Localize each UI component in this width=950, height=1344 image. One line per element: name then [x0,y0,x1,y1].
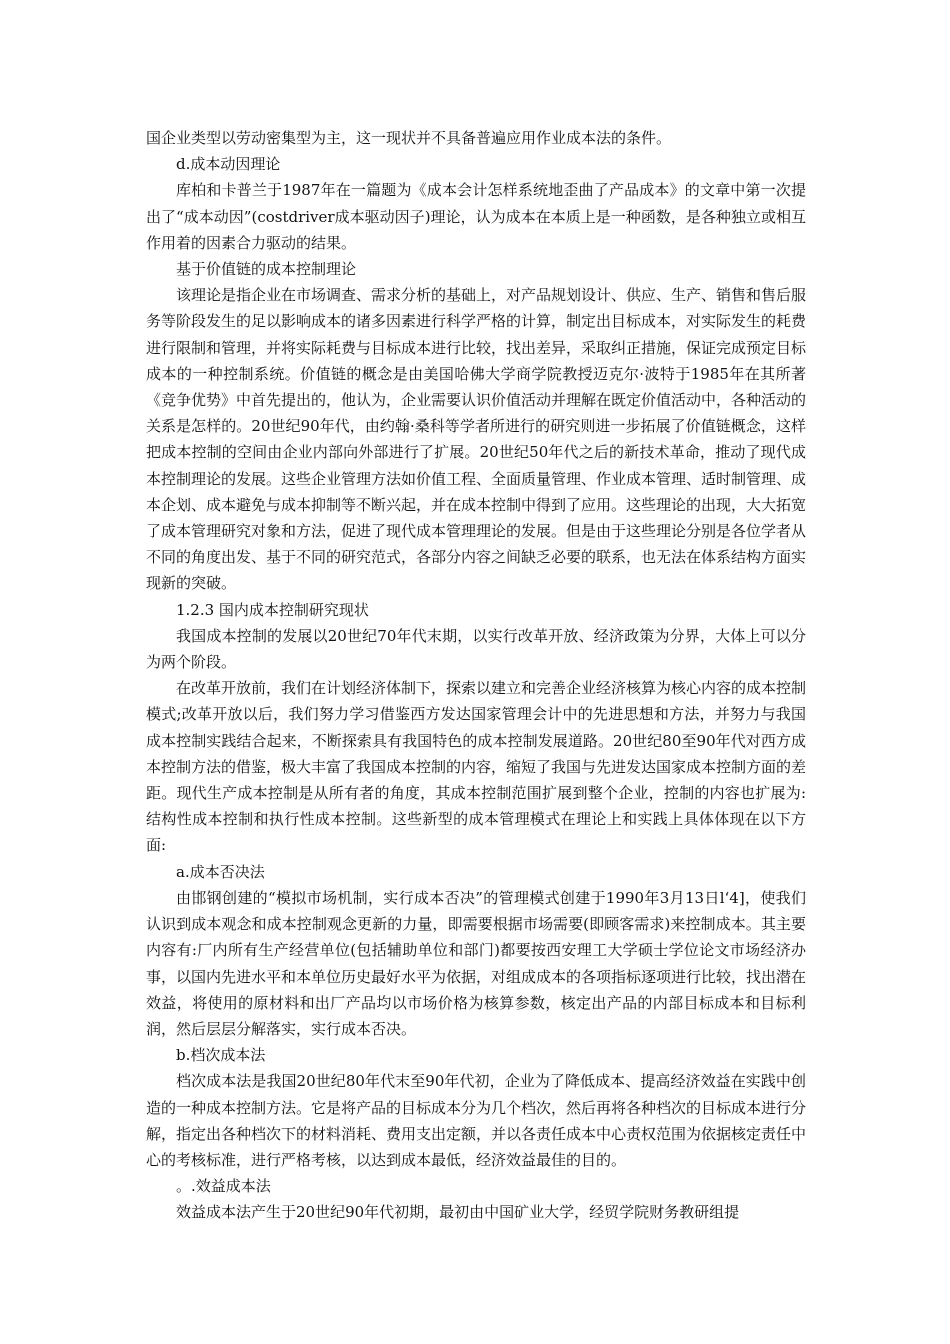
section-heading-value-chain: 基于价值链的成本控制理论 [176,260,357,279]
paragraph-benefit-cost: 效益成本法产生于20世纪90年代初期，最初由中国矿业大学，经贸学院财务教研组提 [176,1203,740,1222]
section-heading-cost-driver: d.成本动因理论 [176,155,281,174]
section-heading-grade-cost: b.档次成本法 [176,1046,266,1065]
paragraph-grade-cost: 档次成本法是我国20世纪80年代末至90年代初，企业为了降低成本、提高经济效益在实践中创造的一种成本控制方法。它是将产品的目标成本分为几个档次，然后再将各种档次的目标成本进行分解，指定出各种档次下的材料消耗、费用支出定额，并以各责任成本中心责权范围为依据核定责任中心的考核标准，进行严格考核，以达到成本最低，经济效益最佳的目的。 [146,1072,807,1169]
section-heading-benefit-cost: 。.效益成本法 [176,1177,271,1196]
section-heading-cost-veto: a.成本否决法 [176,862,265,881]
paragraph-cost-driver: 库柏和卡普兰于1987年在一篇题为《成本会计怎样系统地歪曲了产品成本》的文章中第一次提出了“成本动因”(costdriver成本驱动因子)理论，认为成本在本质上是一种函数，是各种独立或相互作用着的因素合力驱动的结果。 [146,181,806,252]
document-body [146,125,806,1226]
paragraph-value-chain: 该理论是指企业在市场调查、需求分析的基础上，对产品规划设计、供应、生产、销售和售后服务等阶段发生的足以影响成本的诸多因素进行科学严格的计算，制定出目标成本，对实际发生的耗费进行限制和管理，并将实际耗费与目标成本进行比较，找出差异，采取纠正措施，保证完成预定目标成本的一种控制系统。价值链的概念是由美国哈佛大学商学院教授迈克尔·波特于1985年在其所著《竞争优势》中首先提出的，他认为，企业需要认识价值活动并理解在既定价值活动中，各种活动的关系是怎样的。20世纪90年代，由约翰·桑科等学者所进行的研究则进一步拓展了价值链概念，这样把成本控制的空间由企业内部向外部进行了扩展。20世纪50年代之后的新技术革命，推动了现代成本控制理论的发展。这些企业管理方法如价值工程、全面质量管理、作业成本管理、适时制管理、成本企划、成本避免与成本抑制等不断兴起，并在成本控制中得到了应用。这些理论的出现，大大拓宽了成本管理研究对象和方法，促进了现代成本管理理论的发展。但是由于这些理论分别是各位学者从不同的角度出发、基于不同的研究范式，各部分内容之间缺乏必要的联系，也无法在体系结构方面实现新的突破。 [146,286,807,593]
paragraph-domestic-stages: 我国成本控制的发展以20世纪70年代末期，以实行改革开放、经济政策为分界，大体上可以分为两个阶段。 [146,626,806,672]
section-heading-domestic-research: 1.2.3 国内成本控制研究现状 [176,600,369,619]
paragraph-cost-veto: 由邯钢创建的“模拟市场机制，实行成本否决”的管理模式创建于1990年3月13日l‘4]，使我们认识到成本观念和成本控制观念更新的力量，即需要根据市场需要(即顾客需求)来控制成本。其主要内容有:厂内所有生产经营单位(包括辅助单位和部门)都要按西安理工大学硕士学位论文市场经济办事，以国内先进水平和本单位历史最好水平为依据，对组成成本的各项指标逐项进行比较，找出潜在效益，将使用的原材料和出厂产品均以市场价格为核算参数，核定出产品的内部目标成本和目标利润，然后层层分解落实，实行成本否决。 [146,888,807,1038]
paragraph-continuation: 国企业类型以劳动密集型为主，这一现状并不具备普遍应用作业成本法的条件。 [146,129,672,147]
paragraph-reform-period: 在改革开放前，我们在计划经济体制下，探索以建立和完善企业经济核算为核心内容的成本控制模式;改革开放以后，我们努力学习借鉴西方发达国家管理会计中的先进思想和方法，并努力与我国成本控制实践结合起来，不断探索具有我国特色的成本控制发展道路。20世纪80至90年代对西方成本控制方法的借鉴，极大丰富了我国成本控制的内容，缩短了我国与先进发达国家成本控制方面的差距。现代生产成本控制是从所有者的角度，其成本控制范围扩展到整个企业，控制的内容也扩展为:结构性成本控制和执行性成本控制。这些新型的成本管理模式在理论上和实践上具体体现在以下方面: [146,679,807,855]
